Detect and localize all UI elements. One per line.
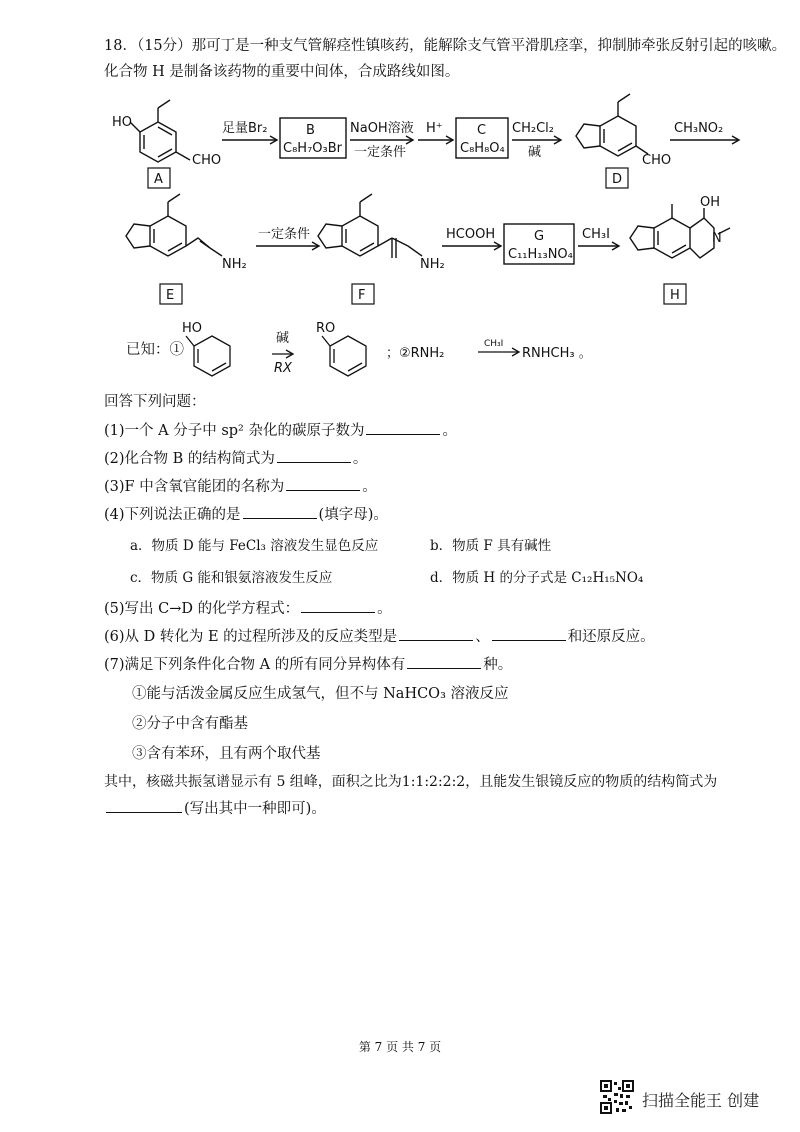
B-formula: C₈H₇O₃Br	[283, 141, 342, 156]
reagent-2-top: NaOH溶液	[350, 121, 414, 136]
answer-blank-7[interactable]	[407, 654, 481, 669]
answer-blank-5[interactable]	[301, 598, 375, 613]
H-nitrogen-label: N	[712, 231, 722, 246]
reagent-8: CH₃I	[582, 227, 610, 242]
G-formula: C₁₁H₁₃NO₄	[508, 247, 573, 262]
scanner-brand-text: 扫描全能王 创建	[642, 1091, 760, 1110]
F-amine-label: NH₂	[420, 257, 445, 272]
qr-code-icon	[600, 1080, 634, 1114]
C-formula: C₈H₈O₄	[460, 141, 505, 156]
option-d: d．物质 H 的分子式是 C₁₂H₁₅NO₄	[430, 570, 644, 586]
scanner-watermark	[600, 1078, 790, 1118]
reagent-7: HCOOH	[446, 227, 496, 242]
condition-2: ②分子中含有酯基	[132, 716, 248, 732]
compound-H-label: H	[670, 288, 680, 303]
compound-B-label: B	[306, 123, 315, 138]
compound-C-label: C	[477, 123, 487, 138]
question-header: 18．（15分）那可丁是一种支气管解痉性镇咳药，能解除支气管平滑肌痉挛，抑制肺牵张反射引起的咳嗽。	[104, 38, 787, 54]
condition-1: ①能与活泼金属反应生成氢气，但不与 NaHCO₃ 溶液反应	[132, 686, 509, 702]
answer-blank-2[interactable]	[277, 448, 351, 463]
known-rx: RX	[274, 361, 292, 376]
known-base: 碱	[276, 331, 290, 346]
question-7-answer: (写出其中一种即可)。	[104, 798, 326, 819]
known-product: RNHCH₃ 。	[522, 346, 592, 361]
known-reaction-scheme	[180, 314, 600, 384]
A-hydroxy-label: HO	[112, 115, 133, 130]
compound-F-label: F	[358, 288, 366, 303]
compound-G-label: G	[534, 229, 545, 244]
question-7-note: 其中，核磁共振氢谱显示有 5 组峰，面积之比为1:1:2:2:2，且能发生银镜反应的物质的结构简式为	[104, 774, 718, 790]
D-aldehyde-label: CHO	[642, 153, 672, 168]
question-4: (4)下列说法正确的是 (填字母)。	[104, 504, 388, 525]
answer-blank-8[interactable]	[106, 798, 182, 813]
known-ch3i: CH₃I	[484, 339, 504, 349]
answer-blank-6b[interactable]	[492, 626, 566, 641]
answer-blank-4[interactable]	[243, 504, 317, 519]
A-aldehyde-label: CHO	[192, 153, 222, 168]
question-5: (5)写出 C→D 的化学方程式： 。	[104, 598, 392, 619]
option-b: b．物质 F 具有碱性	[430, 538, 552, 554]
page-number: 第 7 页 共 7 页	[358, 1040, 442, 1054]
H-hydroxy-label: OH	[700, 195, 721, 210]
question-7: (7)满足下列条件化合物 A 的所有同分异构体有 种。	[104, 654, 512, 675]
question-3: (3)F 中含氧官能团的名称为 。	[104, 476, 377, 497]
question-1: (1)一个 A 分子中 sp² 杂化的碳原子数为 。	[104, 420, 457, 441]
answer-intro: 回答下列问题：	[104, 394, 206, 410]
reagent-2-bottom: 一定条件	[354, 145, 407, 160]
reagent-4-top: CH₂Cl₂	[512, 121, 554, 136]
reagent-3: H⁺	[426, 121, 443, 136]
question-2: (2)化合物 B 的结构简式为 。	[104, 448, 367, 469]
question-intro: 化合物 H 是制备该药物的重要中间体，合成路线如图。	[104, 64, 460, 80]
compound-E-label: E	[166, 288, 175, 303]
known-ether: RO	[316, 321, 336, 336]
reagent-4-bottom: 碱	[528, 145, 542, 160]
compound-D-label: D	[612, 172, 623, 187]
question-6: (6)从 D 转化为 E 的过程所涉及的反应类型是 、 和还原反应。	[104, 626, 655, 647]
reagent-5: CH₃NO₂	[674, 121, 724, 136]
reagent-1: 足量Br₂	[222, 121, 268, 136]
known-label: 已知：①	[126, 342, 184, 358]
compound-A-label: A	[154, 172, 163, 187]
synthesis-scheme	[0, 88, 800, 312]
option-c: c．物质 G 能和银氨溶液发生反应	[130, 570, 333, 586]
answer-blank-6a[interactable]	[399, 626, 473, 641]
known-hydroxy: HO	[182, 321, 203, 336]
option-a: a．物质 D 能与 FeCl₃ 溶液发生显色反应	[130, 538, 379, 554]
E-amine-label: NH₂	[222, 257, 247, 272]
condition-3: ③含有苯环，且有两个取代基	[132, 746, 321, 762]
reagent-6: 一定条件	[258, 227, 311, 242]
answer-blank-1[interactable]	[366, 420, 440, 435]
answer-blank-3[interactable]	[286, 476, 360, 491]
known-amine: ；②RNH₂	[386, 346, 445, 361]
